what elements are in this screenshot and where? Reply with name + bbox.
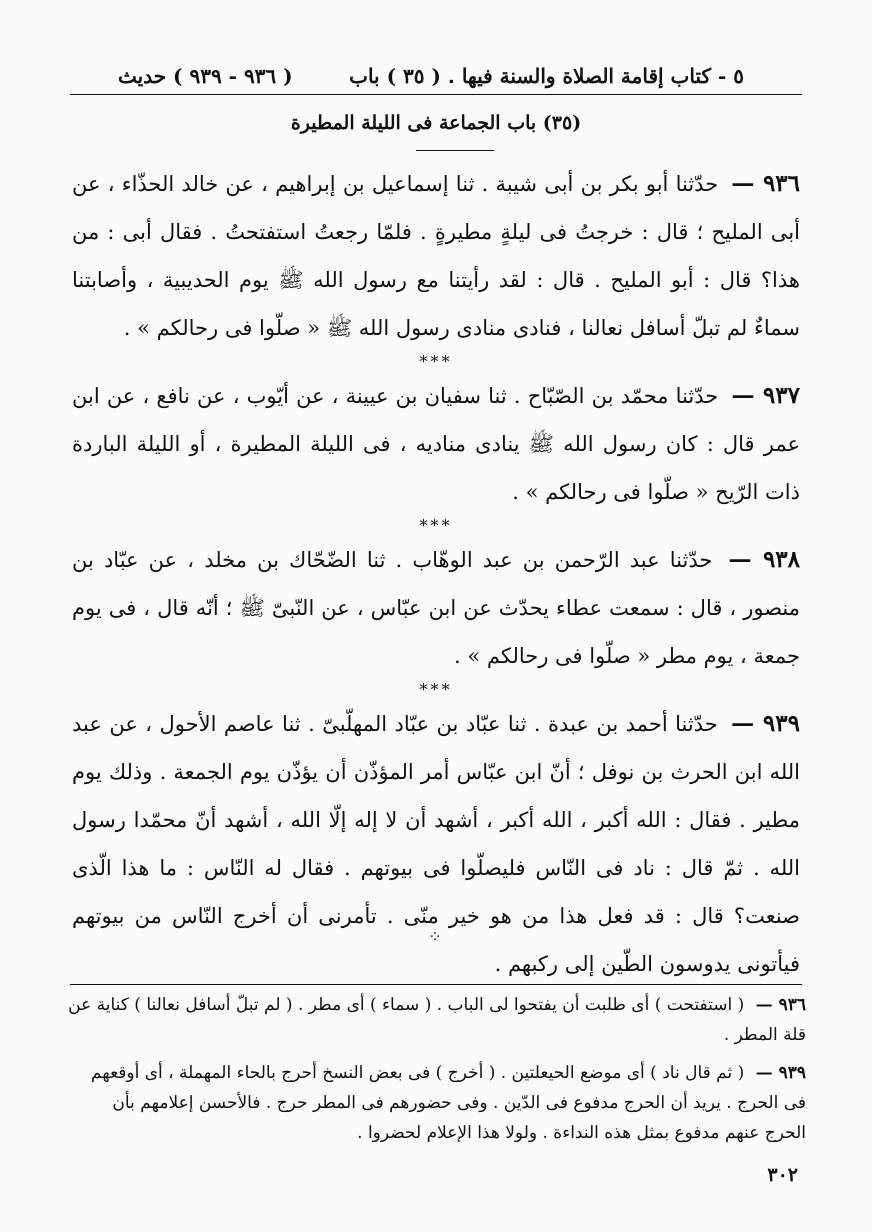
footnote-rule: [70, 984, 802, 985]
hadith-number: ٩٣٦ —: [731, 170, 800, 197]
separator-stars: ***: [419, 680, 453, 699]
footnote-number: ٩٣٩ —: [755, 1063, 806, 1083]
hadith-936: [72, 160, 800, 352]
footnote-939: [66, 1058, 806, 1148]
hadith-number: ٩٣٧ —: [731, 382, 800, 409]
separator-stars: ***: [419, 516, 453, 535]
footnote-text: ( استفتحت ) أى طلبت أن يفتحوا لى الباب . ( سماء ) أى مطر . ( لم تبلّ أسافل نعالنا ) كناية عن قلة المطر .: [68, 995, 806, 1045]
footnotes: [66, 990, 806, 1156]
hadith-text: حدّثنا عبد الرّحمن بن عبد الوهّاب . ثنا الضّحّاك بن مخلد ، عن عبّاد بن منصور ، قال : سمعت عطاء يحدّث عن ابن عبّاس ، عن النّبىّ ﷺ ؛ أنّه قال ، فى يوم جمعة ، يوم مطر « صلّوا فى رحالكم » .: [72, 548, 800, 668]
hadith-text: حدّثنا أبو بكر بن أبى شيبة . ثنا إسماعيل بن إبراهيم ، عن خالد الحذّاء ، عن أبى المليح ؛ قال : خرجتُ فى ليلةٍ مطيرةٍ . فلمّا رجعتُ استفتحتُ . فقال أبى : من هذا؟ قال : أبو المليح . قال : لقد رأيتنا مع رسول الله ﷺ يوم الحديبية ، وأصابتنا سماءٌ لم تبلّ أسافل نعالنا ، فنادى منادى رسول الله ﷺ « صلّوا فى رحالكم » .: [72, 172, 800, 340]
end-ornament: ⁘: [428, 927, 444, 946]
footnote-936: [66, 990, 806, 1050]
header-rule: [70, 94, 802, 95]
hadith-937: [72, 372, 800, 516]
header-hadith-range: ( ٩٣٦ - ٩٣٩ ) حديث: [118, 64, 293, 88]
main-text: [72, 160, 800, 988]
page-number: ٣٠٢: [767, 1164, 798, 1186]
chapter-title: (٣٥) باب الجماعة فى الليلة المطيرة: [290, 112, 582, 134]
running-header: [118, 58, 744, 94]
hadith-number: ٩٣٩ —: [731, 710, 800, 737]
footnote-number: ٩٣٦ —: [755, 995, 806, 1015]
hadith-text: حدّثنا محمّد بن الصّبّاح . ثنا سفيان بن عيينة ، عن أيّوب ، عن نافع ، عن ابن عمر قال : كان رسول الله ﷺ ينادى مناديه ، فى الليلة المطيرة ، أو الليلة الباردة ذات الرّيح « صلّوا فى رحالكم » .: [72, 384, 800, 504]
hadith-938: [72, 536, 800, 680]
hadith-number: ٩٣٨ —: [728, 546, 800, 573]
header-title: ٥ - كتاب إقامة الصلاة والسنة فيها . ( ٣٥ ) باب: [349, 64, 744, 88]
footnote-text: ( ثم قال ناد ) أى موضع الحيعلتين . ( أخرج ) فى بعض النسخ أحرج بالحاء المهملة ، أى أوقعهم فى الحرج . يريد أن الحرج مدفوع فى الدّين . وفى حضورهم فى المطر حرج . فالأحسن إعلامهم بأن الحرج عنهم مدفوع بمثل هذه النداءة . ولولا هذا الإعلام لحضروا .: [90, 1063, 806, 1143]
chapter-rule: [416, 150, 494, 151]
separator-stars: ***: [419, 352, 453, 371]
hadith-text: حدّثنا أحمد بن عبدة . ثنا عبّاد بن عبّاد المهلّبىّ . ثنا عاصم الأحول ، عن عبد الله ابن الحرث بن نوفل ؛ أنّ ابن عبّاس أمر المؤذّن أن يؤذّن يوم الجمعة . وذلك يوم مطير . فقال : الله أكبر ، الله أكبر ، أشهد أن لا إله إلّا الله ، أشهد أنّ محمّدا رسول الله . ثمّ قال : ناد فى النّاس فليصلّوا فى بيوتهم . فقال له النّاس : ما هذا الّذى صنعت؟ قال : قد فعل هذا من هو خير منّى . تأمرنى أن أخرج النّاس من بيوتهم فيأتونى يدوسون الطّين إلى ركبهم .: [72, 712, 800, 976]
